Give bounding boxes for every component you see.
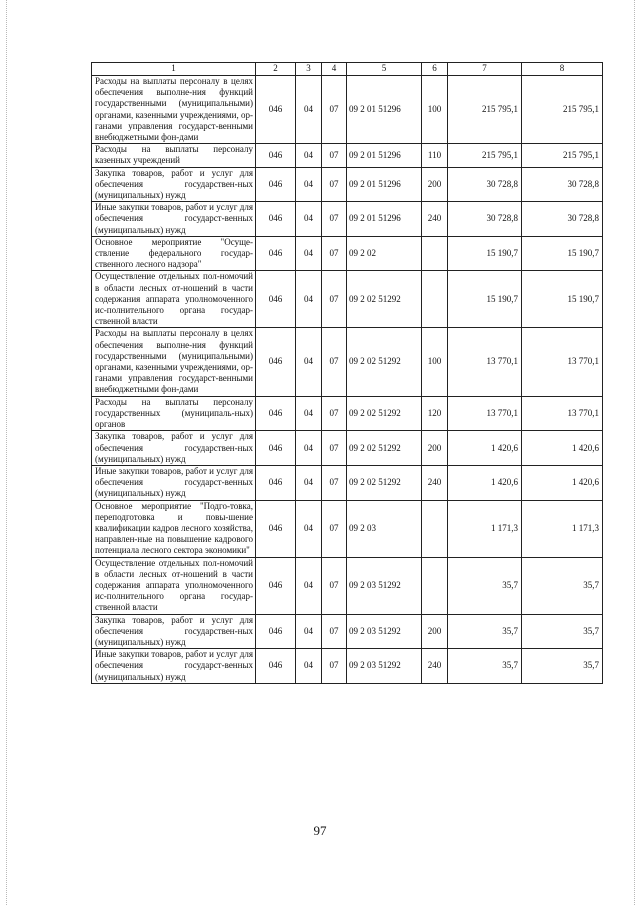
table-row: [92, 557, 603, 614]
section-code: 04: [296, 649, 322, 684]
ministry-code: 046: [256, 167, 296, 202]
amount-executed: 1 420,6: [522, 465, 603, 500]
table-row: [92, 614, 603, 649]
target-article-code: 09 2 03 51292: [347, 557, 422, 614]
section-code: 04: [296, 167, 322, 202]
column-header: 4: [322, 63, 347, 76]
column-header: 7: [448, 63, 522, 76]
expense-type-code: 200: [422, 167, 448, 202]
target-article-code: 09 2 01 51296: [347, 76, 422, 144]
expense-type-code: [422, 500, 448, 557]
target-article-code: 09 2 03: [347, 500, 422, 557]
subsection-code: 07: [322, 202, 347, 237]
expense-description: Расходы на выплаты персоналу государственных (муниципаль-ных) органов: [92, 396, 256, 431]
table-row: [92, 144, 603, 167]
section-code: 04: [296, 431, 322, 466]
amount-executed: 35,7: [522, 614, 603, 649]
expense-type-code: 120: [422, 396, 448, 431]
table-row: [92, 236, 603, 271]
budget-table: [91, 62, 603, 684]
table-row: [92, 202, 603, 237]
amount-approved: 1 171,3: [448, 500, 522, 557]
ministry-code: 046: [256, 271, 296, 328]
subsection-code: 07: [322, 167, 347, 202]
target-article-code: 09 2 02 51292: [347, 271, 422, 328]
ministry-code: 046: [256, 396, 296, 431]
table-row: [92, 76, 603, 144]
ministry-code: 046: [256, 236, 296, 271]
amount-executed: 13 770,1: [522, 328, 603, 396]
amount-approved: 13 770,1: [448, 328, 522, 396]
ministry-code: 046: [256, 76, 296, 144]
amount-approved: 35,7: [448, 614, 522, 649]
column-header: 3: [296, 63, 322, 76]
amount-approved: 13 770,1: [448, 396, 522, 431]
column-header: 6: [422, 63, 448, 76]
column-header: 1: [92, 63, 256, 76]
ministry-code: 046: [256, 328, 296, 396]
column-header: 5: [347, 63, 422, 76]
amount-approved: 35,7: [448, 649, 522, 684]
amount-executed: 30 728,8: [522, 167, 603, 202]
table-row: [92, 500, 603, 557]
amount-approved: 215 795,1: [448, 76, 522, 144]
expense-description: Осуществление отдельных пол-номочий в области лесных от-ношений в части содержания аппарата уполномоченного ис-полнительного органа государ-ственной власти: [92, 271, 256, 328]
section-code: 04: [296, 236, 322, 271]
subsection-code: 07: [322, 614, 347, 649]
section-code: 04: [296, 557, 322, 614]
table-row: [92, 328, 603, 396]
expense-description: Закупка товаров, работ и услуг для обеспечения государствен-ных (муниципальных) нужд: [92, 614, 256, 649]
expense-type-code: 240: [422, 649, 448, 684]
page-number: 97: [313, 823, 327, 838]
expense-description: Закупка товаров, работ и услуг для обеспечения государствен-ных (муниципальных) нужд: [92, 431, 256, 466]
expense-type-code: 100: [422, 328, 448, 396]
subsection-code: 07: [322, 144, 347, 167]
amount-executed: 15 190,7: [522, 236, 603, 271]
expense-description: Расходы на выплаты персоналу в целях обеспечения выполне-ния функций государственными (муниципальными) органами, казенными учреждениями, ор-ганами управления государст-венными внебюджетными фон-дами: [92, 328, 256, 396]
target-article-code: 09 2 01 51296: [347, 144, 422, 167]
amount-approved: 30 728,8: [448, 202, 522, 237]
expense-description: Расходы на выплаты персоналу казенных учреждений: [92, 144, 256, 167]
amount-approved: 15 190,7: [448, 271, 522, 328]
table-row: [92, 396, 603, 431]
expense-description: Основное мероприятие "Подго-товка, переподготовка и повы-шение квалификации кадров лесного хозяйства, направлен-ные на повышение кадрового потенциала лесного сектора экономики": [92, 500, 256, 557]
page-edge-left: [6, 0, 7, 905]
column-header: 2: [256, 63, 296, 76]
ministry-code: 046: [256, 649, 296, 684]
target-article-code: 09 2 03 51292: [347, 614, 422, 649]
subsection-code: 07: [322, 271, 347, 328]
section-code: 04: [296, 614, 322, 649]
expense-type-code: [422, 271, 448, 328]
target-article-code: 09 2 03 51292: [347, 649, 422, 684]
subsection-code: 07: [322, 465, 347, 500]
section-code: 04: [296, 202, 322, 237]
expense-type-code: 200: [422, 614, 448, 649]
amount-approved: 15 190,7: [448, 236, 522, 271]
section-code: 04: [296, 144, 322, 167]
table-row: [92, 271, 603, 328]
ministry-code: 046: [256, 500, 296, 557]
subsection-code: 07: [322, 557, 347, 614]
ministry-code: 046: [256, 557, 296, 614]
column-number-row: [92, 63, 603, 76]
ministry-code: 046: [256, 614, 296, 649]
target-article-code: 09 2 01 51296: [347, 167, 422, 202]
target-article-code: 09 2 02 51292: [347, 396, 422, 431]
expense-description: Иные закупки товаров, работ и услуг для обеспечения государст-венных (муниципальных) нужд: [92, 649, 256, 684]
expense-type-code: 100: [422, 76, 448, 144]
target-article-code: 09 2 02 51292: [347, 465, 422, 500]
ministry-code: 046: [256, 465, 296, 500]
amount-executed: 15 190,7: [522, 271, 603, 328]
section-code: 04: [296, 465, 322, 500]
section-code: 04: [296, 500, 322, 557]
target-article-code: 09 2 02 51292: [347, 328, 422, 396]
expense-type-code: 240: [422, 202, 448, 237]
target-article-code: 09 2 02: [347, 236, 422, 271]
amount-approved: 1 420,6: [448, 431, 522, 466]
expense-description: Закупка товаров, работ и услуг для обеспечения государствен-ных (муниципальных) нужд: [92, 167, 256, 202]
expense-description: Осуществление отдельных пол-номочий в области лесных от-ношений в части содержания аппарата уполномоченного ис-полнительного органа государ-ственной власти: [92, 557, 256, 614]
ministry-code: 046: [256, 431, 296, 466]
expense-description: Основное мероприятие "Осуще-ствление федерального государ-ственного лесного надзора": [92, 236, 256, 271]
amount-executed: 215 795,1: [522, 144, 603, 167]
expense-type-code: 200: [422, 431, 448, 466]
amount-approved: 30 728,8: [448, 167, 522, 202]
target-article-code: 09 2 02 51292: [347, 431, 422, 466]
section-code: 04: [296, 328, 322, 396]
amount-executed: 1 171,3: [522, 500, 603, 557]
amount-approved: 215 795,1: [448, 144, 522, 167]
ministry-code: 046: [256, 144, 296, 167]
expense-description: Иные закупки товаров, работ и услуг для обеспечения государст-венных (муниципальных) нужд: [92, 202, 256, 237]
ministry-code: 046: [256, 202, 296, 237]
subsection-code: 07: [322, 431, 347, 466]
subsection-code: 07: [322, 76, 347, 144]
amount-executed: 1 420,6: [522, 431, 603, 466]
subsection-code: 07: [322, 396, 347, 431]
column-header: 8: [522, 63, 603, 76]
amount-approved: 1 420,6: [448, 465, 522, 500]
expense-type-code: 240: [422, 465, 448, 500]
expense-type-code: [422, 557, 448, 614]
target-article-code: 09 2 01 51296: [347, 202, 422, 237]
amount-executed: 13 770,1: [522, 396, 603, 431]
table-row: [92, 465, 603, 500]
table-row: [92, 649, 603, 684]
amount-executed: 215 795,1: [522, 76, 603, 144]
table-row: [92, 167, 603, 202]
section-code: 04: [296, 76, 322, 144]
section-code: 04: [296, 271, 322, 328]
amount-approved: 35,7: [448, 557, 522, 614]
amount-executed: 35,7: [522, 557, 603, 614]
expense-type-code: 110: [422, 144, 448, 167]
table-row: [92, 431, 603, 466]
subsection-code: 07: [322, 500, 347, 557]
expense-description: Расходы на выплаты персоналу в целях обеспечения выполне-ния функций государственными (муниципальными) органами, казенными учреждениями, ор-ганами управления государст-венными внебюджетными фон-дами: [92, 76, 256, 144]
subsection-code: 07: [322, 649, 347, 684]
page-edge-right: [634, 0, 635, 905]
subsection-code: 07: [322, 328, 347, 396]
section-code: 04: [296, 396, 322, 431]
amount-executed: 30 728,8: [522, 202, 603, 237]
expense-description: Иные закупки товаров, работ и услуг для обеспечения государст-венных (муниципальных) нужд: [92, 465, 256, 500]
amount-executed: 35,7: [522, 649, 603, 684]
expense-type-code: [422, 236, 448, 271]
subsection-code: 07: [322, 236, 347, 271]
